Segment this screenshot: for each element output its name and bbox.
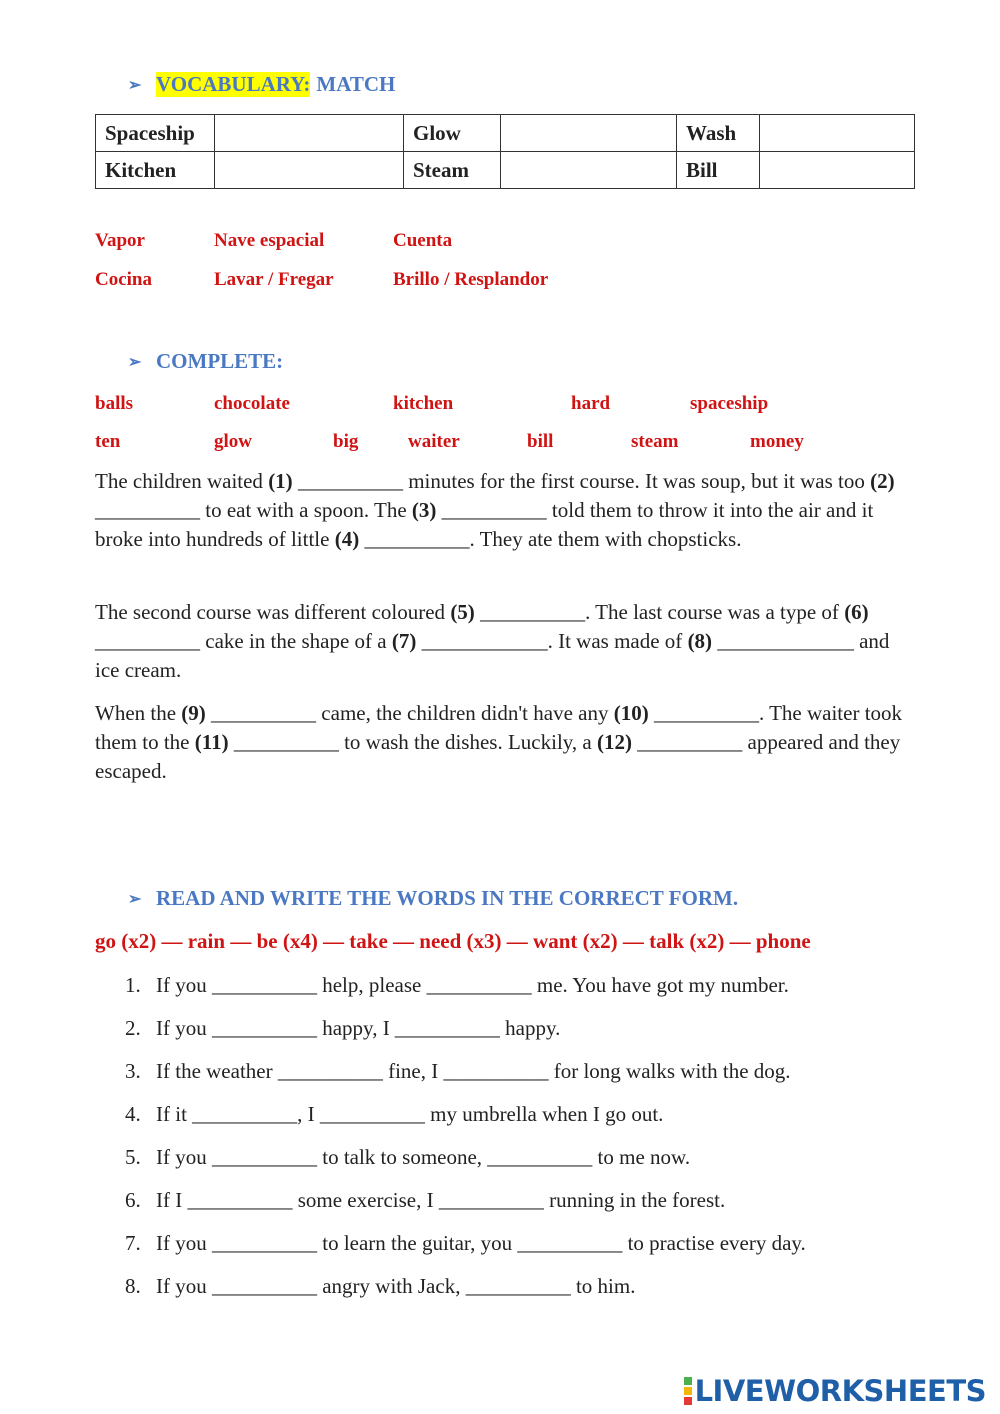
word-bank-item: balls bbox=[95, 393, 134, 414]
word-bank-item: waiter bbox=[408, 431, 460, 452]
answer-cell[interactable] bbox=[215, 152, 404, 189]
answer-cell[interactable] bbox=[760, 115, 915, 152]
sentence-list bbox=[125, 970, 806, 1314]
gap-blank[interactable]: __________ bbox=[211, 701, 317, 725]
table-row bbox=[96, 115, 915, 152]
gap-blank[interactable]: _____________ bbox=[717, 629, 854, 653]
vocab-word: Spaceship bbox=[96, 115, 215, 152]
paragraph-text: . They ate them with chopsticks. bbox=[469, 527, 742, 551]
vocab-word: Steam bbox=[404, 152, 501, 189]
gap-blank[interactable]: __________ bbox=[637, 730, 743, 754]
sentence-text[interactable]: If it __________, I __________ my umbrella when I go out. bbox=[156, 1102, 664, 1126]
vocabulary-label: VOCABULARY: bbox=[156, 72, 311, 96]
paragraph-text: minutes for the first course. It was soup, but it was too bbox=[402, 469, 871, 493]
gap-number: (4) bbox=[334, 527, 360, 551]
item-number: 1. bbox=[125, 973, 141, 997]
translation-word[interactable]: Vapor bbox=[95, 230, 145, 251]
list-item bbox=[125, 1185, 806, 1228]
match-label: MATCH bbox=[316, 72, 396, 96]
correct-form-label: READ AND WRITE THE WORDS IN THE CORRECT FORM. bbox=[156, 886, 739, 910]
sentence-text[interactable]: If you __________ angry with Jack, __________ to him. bbox=[156, 1274, 636, 1298]
verb-word-bank: go (x2) — rain — be (x4) — take — need (x3) — want (x2) — talk (x2) — phone bbox=[95, 929, 811, 953]
translation-word[interactable]: Brillo / Resplandor bbox=[393, 269, 549, 290]
list-item bbox=[125, 1013, 806, 1056]
item-number: 4. bbox=[125, 1102, 141, 1126]
arrow-bullet-icon: ➢ bbox=[128, 76, 142, 94]
gap-blank[interactable]: __________ bbox=[233, 730, 339, 754]
gap-number: (12) bbox=[597, 730, 632, 754]
story-paragraph-3 bbox=[95, 699, 910, 786]
gap-number: (10) bbox=[613, 701, 649, 725]
translation-word[interactable]: Lavar / Fregar bbox=[214, 269, 334, 290]
vocab-word: Glow bbox=[404, 115, 501, 152]
sentence-text[interactable]: If you __________ happy, I __________ happy. bbox=[156, 1016, 561, 1040]
paragraph-text: told them to throw it into the air and it broke into hundreds of little bbox=[95, 498, 874, 551]
paragraph-text: to wash the dishes. Luckily, a bbox=[338, 730, 597, 754]
paragraph-text: and ice cream. bbox=[95, 629, 890, 682]
list-item bbox=[125, 1099, 806, 1142]
word-bank-item: steam bbox=[631, 431, 679, 452]
word-bank-item: money bbox=[750, 431, 804, 452]
sentence-text[interactable]: If I __________ some exercise, I __________ running in the forest. bbox=[156, 1188, 726, 1212]
word-bank-item: ten bbox=[95, 431, 121, 452]
translation-word[interactable]: Nave espacial bbox=[214, 230, 325, 251]
liveworksheets-logo[interactable] bbox=[684, 1374, 986, 1408]
arrow-bullet-icon: ➢ bbox=[128, 890, 142, 908]
gap-number: (11) bbox=[194, 730, 229, 754]
item-number: 3. bbox=[125, 1059, 141, 1083]
gap-number: (2) bbox=[870, 469, 895, 493]
vocabulary-heading bbox=[128, 72, 395, 97]
item-number: 6. bbox=[125, 1188, 141, 1212]
gap-blank[interactable]: __________ bbox=[480, 600, 586, 624]
list-item bbox=[125, 1142, 806, 1185]
gap-number: (8) bbox=[687, 629, 713, 653]
sentence-text[interactable]: If you __________ help, please __________ me. You have got my number. bbox=[156, 973, 789, 997]
vocab-word: Wash bbox=[677, 115, 760, 152]
gap-blank[interactable]: __________ bbox=[95, 629, 200, 653]
vocabulary-match-table bbox=[95, 114, 915, 189]
word-bank-item: spaceship bbox=[690, 393, 769, 414]
sentence-text[interactable]: If the weather __________ fine, I __________ for long walks with the dog. bbox=[156, 1059, 791, 1083]
gap-blank[interactable]: ____________ bbox=[421, 629, 548, 653]
gap-blank[interactable]: __________ bbox=[653, 701, 759, 725]
paragraph-text: . The waiter took them to the bbox=[95, 701, 903, 754]
complete-label: COMPLETE: bbox=[156, 349, 284, 373]
vocab-word: Kitchen bbox=[96, 152, 215, 189]
item-number: 2. bbox=[125, 1016, 141, 1040]
gap-number: (3) bbox=[411, 498, 437, 522]
item-number: 7. bbox=[125, 1231, 141, 1255]
gap-number: (1) bbox=[268, 469, 293, 493]
translation-word[interactable]: Cocina bbox=[95, 269, 152, 290]
word-bank-item: big bbox=[333, 431, 359, 452]
translation-word[interactable]: Cuenta bbox=[393, 230, 453, 251]
table-row bbox=[96, 152, 915, 189]
paragraph-text: came, the children didn't have any bbox=[316, 701, 614, 725]
complete-heading bbox=[128, 349, 283, 374]
sentence-text[interactable]: If you __________ to learn the guitar, you __________ to practise every day. bbox=[156, 1231, 806, 1255]
gap-blank[interactable]: __________ bbox=[364, 527, 470, 551]
list-item bbox=[125, 970, 806, 1013]
word-bank-item: chocolate bbox=[214, 393, 290, 414]
gap-number: (6) bbox=[844, 600, 869, 624]
sentence-text[interactable]: If you __________ to talk to someone, __________ to me now. bbox=[156, 1145, 691, 1169]
paragraph-text: When the bbox=[95, 701, 182, 725]
answer-cell[interactable] bbox=[501, 115, 677, 152]
logo-text: LIVEWORKSHEETS bbox=[694, 1374, 986, 1408]
story-paragraph-1 bbox=[95, 467, 910, 554]
item-number: 8. bbox=[125, 1274, 141, 1298]
word-bank-item: hard bbox=[571, 393, 611, 414]
paragraph-text: . The last course was a type of bbox=[585, 600, 845, 624]
gap-blank[interactable]: __________ bbox=[441, 498, 547, 522]
answer-cell[interactable] bbox=[215, 115, 404, 152]
paragraph-text: cake in the shape of a bbox=[200, 629, 392, 653]
paragraph-text: The children waited bbox=[95, 469, 269, 493]
paragraph-text: to eat with a spoon. The bbox=[200, 498, 412, 522]
logo-mark-icon bbox=[684, 1376, 692, 1406]
arrow-bullet-icon: ➢ bbox=[128, 353, 142, 371]
correct-form-heading bbox=[128, 886, 738, 911]
paragraph-text: The second course was different coloured bbox=[95, 600, 451, 624]
vocab-word: Bill bbox=[677, 152, 760, 189]
paragraph-text: appeared and they escaped. bbox=[95, 730, 901, 783]
word-bank-item: bill bbox=[527, 431, 554, 452]
gap-number: (7) bbox=[391, 629, 417, 653]
list-item bbox=[125, 1228, 806, 1271]
gap-blank[interactable]: __________ bbox=[297, 469, 403, 493]
paragraph-text: . It was made of bbox=[547, 629, 688, 653]
word-bank-item: kitchen bbox=[393, 393, 454, 414]
list-item bbox=[125, 1056, 806, 1099]
answer-cell[interactable] bbox=[760, 152, 915, 189]
answer-cell[interactable] bbox=[501, 152, 677, 189]
item-number: 5. bbox=[125, 1145, 141, 1169]
gap-number: (9) bbox=[181, 701, 206, 725]
gap-number: (5) bbox=[450, 600, 475, 624]
word-bank-item: glow bbox=[214, 431, 252, 452]
gap-blank[interactable]: __________ bbox=[95, 498, 200, 522]
story-paragraph-2 bbox=[95, 598, 910, 685]
list-item bbox=[125, 1271, 806, 1314]
